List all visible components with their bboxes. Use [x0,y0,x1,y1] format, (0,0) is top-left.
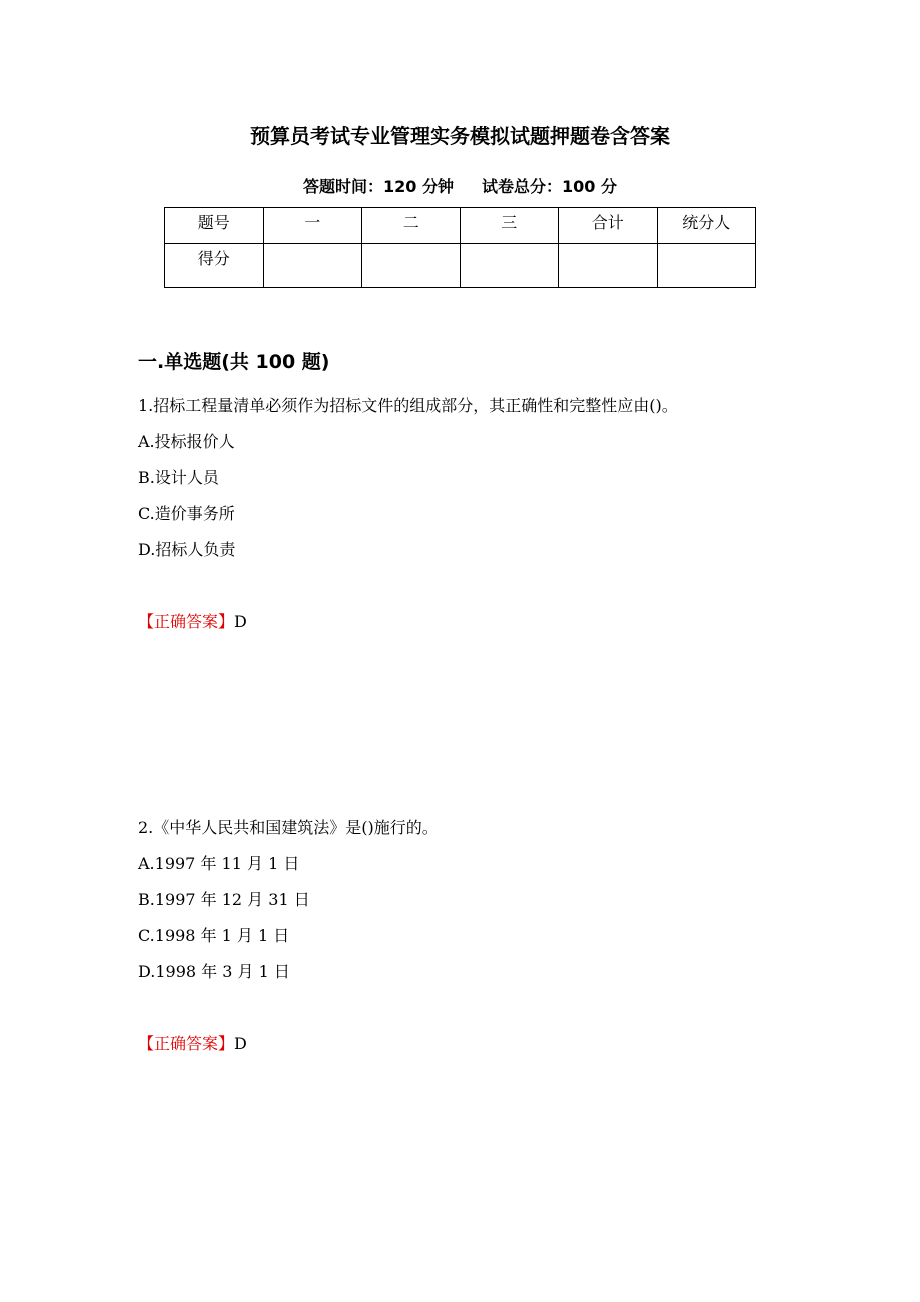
correct-answer [138,1031,247,1054]
score-header-cell: 题号 [165,208,264,244]
question-option: B.1997 年 12 月 31 日 [138,890,310,909]
question-option: A.1997 年 11 月 1 日 [138,854,300,873]
question-stem: 2.《中华人民共和国建筑法》是()施行的。 [138,818,438,837]
document-title: 预算员考试专业管理实务模拟试题押题卷含答案 [250,124,670,148]
score-cell [263,244,362,288]
score-row-label: 得分 [165,244,264,288]
score-cell [362,244,461,288]
time-limit: 答题时间：120 分钟 [303,177,454,196]
score-header-cell: 三 [460,208,559,244]
correct-answer-label: 【正确答案】 [138,1034,235,1053]
total-score: 试卷总分：100 分 [482,177,617,196]
correct-answer-value: D [234,1034,247,1053]
exam-meta [0,174,920,197]
score-table-score-row [165,244,756,288]
question-option: A.投标报价人 [138,432,235,451]
correct-answer-value: D [234,612,247,631]
score-header-cell: 二 [362,208,461,244]
score-cell [657,244,756,288]
score-table [164,207,756,288]
score-cell [559,244,658,288]
score-header-cell: 统分人 [657,208,756,244]
score-cell [460,244,559,288]
question-option: B.设计人员 [138,468,219,487]
correct-answer-label: 【正确答案】 [138,612,235,631]
score-header-cell: 一 [263,208,362,244]
question-option: D.招标人负责 [138,540,236,559]
question-option: C.造价事务所 [138,504,235,523]
section-heading: 一.单选题(共 100 题) [138,351,330,373]
score-table-header-row [165,208,756,244]
question-stem: 1.招标工程量清单必须作为招标文件的组成部分，其正确性和完整性应由()。 [138,396,678,415]
question-option: D.1998 年 3 月 1 日 [138,962,290,981]
correct-answer [138,609,247,632]
question-option: C.1998 年 1 月 1 日 [138,926,290,945]
score-header-cell: 合计 [559,208,658,244]
